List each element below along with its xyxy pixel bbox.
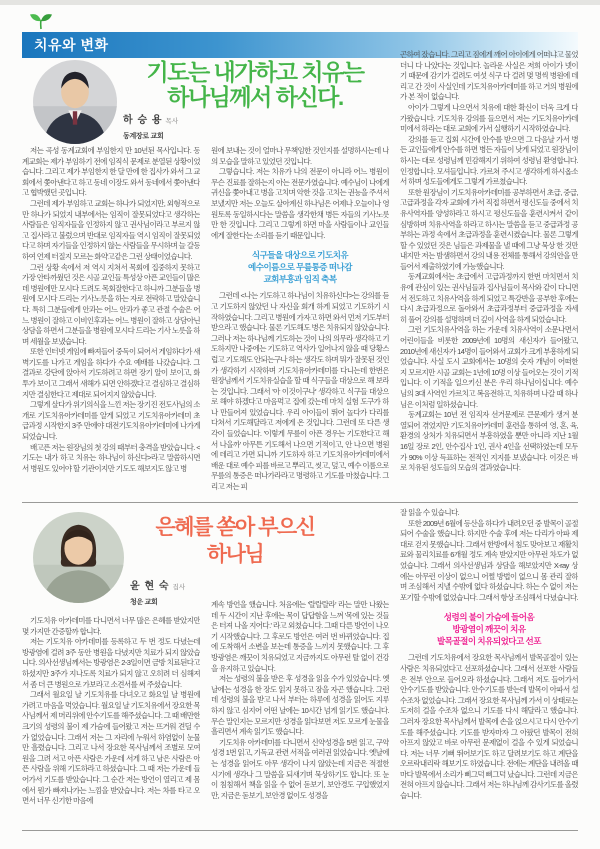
page-bottom-rule bbox=[22, 830, 578, 831]
article2-paragraph: 또한 2009년 6월에 등산을 하다가 내려오던 중 발목이 골절되어 수술을 했습니다. 하지만 수술 후에 저는 다리가 아파 제대로 걷지 못했습니다. 그래서 한방에서 침도 맞아보고 재활치료와 물리치료를 6개월 정도 계속 받았지만 아무런 차도가 없었습니다. 그래서 의사선생님과 상담을 해보았지만 X-ray 상에는 아무런 이상이 없으니 어쩔 방법이 없으니 몸 관리 잘하며 조심해서 지낼 수밖에 없다 하셨습니다. 하는 수 없이 저는 포기할 수밖에 없었습니다. 그래서 항상 조심해서 다녔습니다. bbox=[400, 518, 578, 602]
article1-column3 bbox=[400, 50, 578, 502]
pastor-role: 목사 bbox=[165, 118, 179, 125]
deaconess-portrait-image bbox=[33, 512, 124, 603]
article1-subheading bbox=[211, 249, 389, 285]
page-top-edge bbox=[0, 0, 600, 5]
article2-paragraph: 저는 성령의 불을 받은 후 성경을 읽을 수가 있었습니다. 옛날에는 성경을 한 장도 읽지 못하고 잠을 자곤 했습니다. 그런데 성령의 불을 받고 나서 부터는 하루에 성경을 읽어도 지루하지 않고 심지어 어떤 날에는 10시간 넘게 읽기도 했습니다. 무슨 말인지는 모르지만 성경을 읽다보면 저도 모르게 눈물을 흘리면서 계속 읽기도 했습니다. bbox=[211, 674, 389, 737]
sprout-leaf-right bbox=[41, 14, 52, 21]
article1-paragraph: 또한 인터넷 게임에 빠져들어 중독이 되어서 게임하다가 새벽기도를 나가고 게임을 하다가 수요 예배를 나갔습니다. 그 결과로 강단에 앉아서 기도하려고 하면 장기 알이 보이고, 화투가 보이고 그래서 새해가 되면 안하겠다고 결심하고 결심하지만 결심한다고 제대로 되어지지 않았습니다. bbox=[22, 347, 200, 399]
article1-subheading-line1: 식구들을 대상으로 기도치유 bbox=[251, 250, 349, 261]
article1-paragraph: 그런데 <나는 기도하고 하나님이 치유하신다>는 강의를 듣고 기도하지 않았던 나 자신을 회개 하게 되었고 기도하기 시작하였습니다. 그리고 병원에 가자고 하면 와서 먼저 기도부터 받으라고 했습니다. 물론 기도해도 병은 치유되지 않았습니다. 그러나 저는 하나님께 기도하는 것이 나의 의무라 생각하고 기도하지만 나중에는 기도하고 역사가 일어나지 않을 때 당황스럽고 기도해도 안되는구나 하는 생각도 하며 뭐가 잘못된 것인가 생각하기 시작하며 기도치유아카데미를 다니는데 한번은 원장님께서 기도치유실습을 할 때 식구들을 대상으로 해 보라는 것입니다. 그래서 '아 이것이구나' 생각하고 식구들 대상으로 해야 하겠다고 마음먹고 집에 갔는데 마치 실험 도구가 하나 만들어져 있었습니다. 우리 아이들이 뛰어 놀다가 다리를 다쳐서 기도해달라고 저에게 온 것입니다. 그런데 또 다른 생각이 들었습니다. '이렇게 무릎이 아픈 경우는 기도한다고 해서 나을까' 아무튼 기도해서 나으면 기적이고, 안 나으면 병원에 데리고 가면 되니까 기도하자 하고 기도치유아카데미에서 배운 대로 예수 피를 바르고 뿌리고, 씻고, 덮고, 예수 이름으로 무릎의 통증은 떠나가라라고 명령하고 기도를 마쳤습니다. 그리고 저는 피 bbox=[211, 291, 389, 492]
deaconess-portrait bbox=[33, 512, 124, 603]
sprout-leaf-left bbox=[30, 14, 41, 21]
article1-title-line2: 하나님께서 하신다. bbox=[167, 84, 343, 110]
article2-paragraph: 잘 읽을 수 있습니다. bbox=[400, 508, 460, 517]
article1-title-line1: 기도는 내가하고 치유는 bbox=[146, 59, 364, 85]
section-label: 치유와 변화 bbox=[34, 37, 109, 53]
article-divider-rule bbox=[22, 502, 578, 503]
article2-subheading-line1: 성령의 불이 가슴에 들어옴 bbox=[443, 612, 535, 623]
pastor-name: 하 승 용 bbox=[123, 115, 163, 126]
deaconess-caption bbox=[130, 576, 185, 607]
article1-paragraph: 곤하여 잤습니다. 그리고 짐에게 깨어 아이에게 어떠냐고 물었더니 다 나았다는 것입니다. 놀라운 사실은 저희 아이가 넷이기 때문에 감기가 걸려도 여섯 식구 다 걸려 몇 명씩 병원에 데리고 간 것이 사실인데 기도치유아카데미를 하고 거의 병원에 가 본 적이 없습니다. bbox=[400, 50, 578, 102]
article1-title bbox=[110, 60, 400, 110]
article1-paragraph: 그런데 제가 부임하고 교회는 하나가 되었지만, 외형적으로만 하나가 되었지 내부에서는 임직이 잘못되었다고 생각하는 사람들은 임직자들을 인정하지 않고 권사님이라고 부르지 않고 집사라고 불렀으며 반대로 임직자들 역시 임직이 잘못되었다고 하며 자기들을 인정하지 않는 사람들을 무시하며 늘 갈등하여 언제 터질지 모르는 화약고같은 그런 상태이었습니다. bbox=[22, 198, 200, 261]
article2-column2 bbox=[211, 600, 389, 826]
article1-paragraph: 아이가 그렇게 나으면서 치유에 대한 확신이 더욱 크게 다가왔습니다. 기도치유 강의를 들으면서 저는 기도치유아카데미에서 하라는 대로 교회에 가서 실행하기 시작하였습니다. bbox=[400, 102, 578, 134]
article2-paragraph: 계속 방언을 했습니다. 처음에는 '랄랄랄라' 라는 말만 나왔는데 두 시간이 지난 후에는 목이 답답함을 느껴 '목에 있는 것들은 터져 나올 지어다.' 라고 외쳤습니다. 그때 다른 방언이 나오기 시작했습니다. 그 후로도 방언은 여러 번 바뀌었습니다. 집에 도착해서 소변을 보는데 통증을 느끼지 못했습니다. 그 후 방광염은 깨끗이 치유되었고 지금까지도 아무런 탈 없이 건강을 유지하고 있습니다. bbox=[211, 600, 389, 673]
article1-paragraph: 배고픈 저는 원장님의 첫 강의 때부터 충격을 받았습니다. <기도는 내가 하고 치유는 하나님이 하신다>라고 말씀하시면서 병원도 있어야 할 기관이지만 기도도 해보지도 않고 병 bbox=[22, 442, 200, 473]
article2-title bbox=[120, 514, 350, 568]
article1-paragraph: 동계교회는 10년 전 임직자 선거문제로 큰문제가 생겨 분열되어 겪었지만 기도치유아카데미 훈련을 통하여 영, 혼, 육, 환경의 상처가 치유되면서 부흥하였을 뿐만 아니라 지난 1월 16일 장로 2인, 안수집사 1인, 권사 4인을 선택하였는데 모두가 90% 이상 득표하는 전적인 지지를 보냈습니다. 이것은 바로 치유된 성도들의 모습의 결과였습니다. bbox=[400, 410, 578, 473]
article1-paragraph: 저는 곡성 동계교회에 부임한지 만 10년된 목사입니다. 동계교회는 제가 부임하기 전에 임직식 문제로 분열된 상황이었습니다. 그리고 제가 부임한지 한 달 만에 한 집사가 와서 그 교회에서 쫓아낸다고 하고 동네 이장도 와서 동네에서 쫓아낸다고 협박했던 곳입니다. bbox=[22, 146, 200, 198]
article2-paragraph: 그런데 기도치유에서 장요한 목사님께서 발목골절이 있는 사람은 치유되었다고 선포하셨습니다. 그래서 선포한 사람들은 전부 안으로 들어오라 하셨습니다. 그래서 저도 들어가서 안수기도를 받았습니다. 안수기도를 받는데 발목이 아파서 설 수조차 없었습니다. 그래서 장요한 목사님께 가서 이 상태로는 도저히 걸을 수조차 없으니 기도를 다시 해달라고 했습니다. 그러자 장요한 목사님께서 발목에 손을 얹으시고 다시 안수기도를 해주셨습니다. 기도를 받자마자 그 아팠던 발목이 전혀 아프지 않았고 바로 아무런 문제없이 걸을 수 있게 되었습니다. 저는 너무 기뻐 뛰어보기도 하고 달려보기도 하고 계단을 오르락내리락 해보기도 하였습니다. 전에는 계단을 내려올 때마다 발목에서 소리가 삐그덕 삐그덕 났습니다. 그런데 지금은 전혀 아프지 않습니다. 그래서 저는 하나님께 감사기도를 올렸습니다. bbox=[400, 653, 578, 801]
article1-paragraph: 그렇습니다. 저는 치유가 나의 전문이 아니라 어느 병원이 무슨 진료를 잘하는지 아는 전문가였습니다. 예수님이 나에게 귀신을 쫓아내고 병을 고치며 악한 것을 고치는 권능을 주셔서 보냈지만 저는 오늘도 살아계신 하나님은 어제나 오늘이나 영원토록 동일하시다는 말씀을 생각한채 병든 자들의 기사노릇만 한 것입니다. 그리고 그렇게 하면 마을 사람들이나 교인들에게 잘한다는 소리를 듣기 때문입니다. bbox=[211, 167, 389, 240]
pastor-church: 동계장로 교회 bbox=[123, 133, 164, 140]
article1-paragraph: 그런 상황 속에서 저 역시 지쳐서 목회에 집중하지 못하고 가장 안타까웠던 것은 시골 교인들 특성상 아픈 교인들이 많은데 병원에만 모시다 드려도 목회잘한다고 하니까 그분들을 병원에 모시다 드리는 기사노릇을 하는 자로 전락하고 말았습니다. 특히 그분들에게 안과는 어느 안과가 좋고 관절 수술은 어느 병원이 잘하고 이비인후과는 어느 병원이 잘하고 상담아닌 상담을 하면서 그분들을 병원에 모시다 드리는 기사 노릇을 하며 세월을 보냈습니다. bbox=[22, 262, 200, 346]
sprout-icon bbox=[28, 11, 54, 31]
article1-paragraph: 그렇게 살다가 위기의식을 느낀 저는 장기진 전도사님의 소개로 기도치유아카데미를 알게 되었고 기도치유아카데미 초급과정 시작한지 3주 만에야 대전기도치유아카데미에 나가게 되었습니다. bbox=[22, 400, 200, 442]
article1-subheading-line3: 교회부흥과 임직 축복 bbox=[263, 274, 337, 285]
article1-paragraph: 원에 보내는 것이 얼마나 무책임한 것인지를 설명하시는데 나의 모습을 말하고 있었던 것입니다. bbox=[211, 146, 389, 166]
deaconess-name-row bbox=[130, 576, 185, 594]
pastor-portrait bbox=[33, 60, 117, 144]
article2-column1 bbox=[22, 616, 200, 826]
article1-column1 bbox=[22, 146, 200, 502]
article2-paragraph: 그래서 월요일 날 기도치유를 다녀오고 화요일 날 병원에 가려고 마음을 먹었습니다. 월요일 날 기도치유에서 장요한 목사님께서 제 머리위에 안수기도를 해주셨습니다. 그 때 배만한 크기의 성령의 불이 제 가슴에 들어왔고 저는 뜨거워 견딜 수가 없었습니다. 그래서 저는 그 자리에 누워서 하염없이 눈물만 흘렸습니다. 그리고 나서 장요한 목사님께서 조별로 모여 원을 그려 서고 아픈 사람은 가운데 서게 하고 남은 사람은 아픈 사람을 위해 기도하라고 하셨습니다. 그 때 저는 가운데 들어가서 기도를 받았습니다. 그 순간 저는 방언이 열리고 제 몸에서 뭔가 빠져나가는 느낌을 받았습니다. 저는 차를 타고 오면서 너무 신기한 마음에 bbox=[22, 690, 200, 806]
article1-paragraph: 그런 기도치유사역을 하는 가운데 치유사역이 소문나면서 어린이들을 비롯한 2009년에 10명의 새신자가 들어왔고, 2010년에 새신자가 14명이 들어와서 교회가 크게 부흥하게 되었습니다. 사실 도시 교회에서는 10명의 숫자 개념이 어떠한지 모르지만 시골 교회는 1년에 10명 이상 들어오는 것이 기적입니다. 이 기적을 일으키신 분은 우리 하나님이십니다. 예수님의 3대 사역인 가르치고 복음전하고, 치유하며 나갈 때 하나님은 이처럼 일하셨습니다. bbox=[400, 325, 578, 409]
article1-paragraph: 동계교회에서는 초급에서 고급과정까지 한번 마치면서 치유에 관심이 있는 권사님들과 집사님들이 목사와 같이 다니면서 전도하고 치유사역을 하게 되었고 특강반을 공부한 후에는 다시 초급과정으로 돌아와서 초급과정부터 중급과정을 자세히 풀어 강의를 설명하며 더 깊이 사역을 하게 되었습니다. bbox=[400, 272, 578, 324]
article1-paragraph: 또한 원장님이 기도치유아카데미를 공부하면서 초급, 중급, 고급과정을 각자 교회에 가서 직접 하면서 평신도들 중에서 치유사역자를 양성하라고 하시고 평신도들을 훈련시켜서 같이 심방하며 치유사역을 하라고 하시는 말씀을 듣고 중급과정 공부하는 과정 속에서 초급과정을 훈련시켰습니다. 물론 그렇게 할 수 있었던 것은 님들은 과제물을 낼 때에 그냥 묵상 한 것만 내지만 저는 밤샘하면서 강의 내용 전체를 통해서 강의안을 만들어서 제출하였기에 가능했습니다. bbox=[400, 187, 578, 271]
article2-paragraph: 기도치유 아카데미를 다니면서 신약성경을 5번 읽고, 구약성경 1번 읽고, 기독교 관련 서적을 여러권 읽었습니다. 옛날에는 성경을 읽어도 아무 생각이 나지 않았는데 지금은 적절한 시기에 생각나 그 말씀을 되새기며 묵상하기도 합니다. 또 눈이 침침해서 책을 읽을 수 없어 돋보기, 보안경도 구입했었지만, 지금은 돋보기, 보안경 없이도 성경을 bbox=[211, 737, 389, 800]
article1-subheading-line2: 예수이름으로 무릎통증 떠나감 bbox=[248, 262, 352, 273]
pastor-name-row bbox=[123, 110, 178, 128]
article2-subheading bbox=[400, 611, 578, 647]
article1-column2 bbox=[211, 146, 389, 502]
article2-paragraph: 저는 기도치유 아카데미를 등록하고 두 번 정도 다녔는데 방광염에 걸려 3주 동안 병원을 다녔지만 치료가 되지 않았습니다. 의사선생님께서는 방광염은 2-3일이면 금방 치료된다고 하셨지만 3주가 지나도록 치료가 되지 않고 오히려 더 심해져서 좀 더 큰 병원으로 가보라고 소견서를 써 주셨습니다. bbox=[22, 637, 200, 689]
deaconess-church: 청운 교회 bbox=[130, 599, 158, 606]
article1-paragraph: 강의를 듣고 집회 시간에 안수를 받으면 그 다음날 가서 병든 교인들에게 안수를 하면 병든 자들이 낫게 되었고 원장님이 하시는 대로 성령님께 민감해지기 위하여 성령님 환영합니다. 인정합니다. 모셔들입니다. 가르쳐 주시고 생각하게 하시옵소서 하며 성도들에게도 그렇게 가르쳤습니다. bbox=[400, 134, 578, 187]
article2-paragraph: 기도치유 아카데미를 다니면서 너무 많은 은혜를 받았지만 몇 가지만 간증할까 합니다. bbox=[22, 616, 200, 636]
deaconess-name: 윤 현 숙 bbox=[130, 581, 170, 592]
article2-title-line2: 하나님 bbox=[206, 543, 264, 566]
article2-subheading-line3: 발목골절이 치유되었다고 선포 bbox=[437, 636, 541, 647]
pastor-portrait-image bbox=[33, 60, 117, 144]
deaconess-role: 집사 bbox=[172, 584, 186, 591]
article2-subheading-line2: 방광염이 깨끗이 치유 bbox=[452, 624, 526, 635]
article2-title-line1: 은혜를 쏟아 부으신 bbox=[155, 516, 315, 539]
pastor-caption bbox=[123, 110, 178, 141]
article2-column3 bbox=[400, 508, 578, 828]
